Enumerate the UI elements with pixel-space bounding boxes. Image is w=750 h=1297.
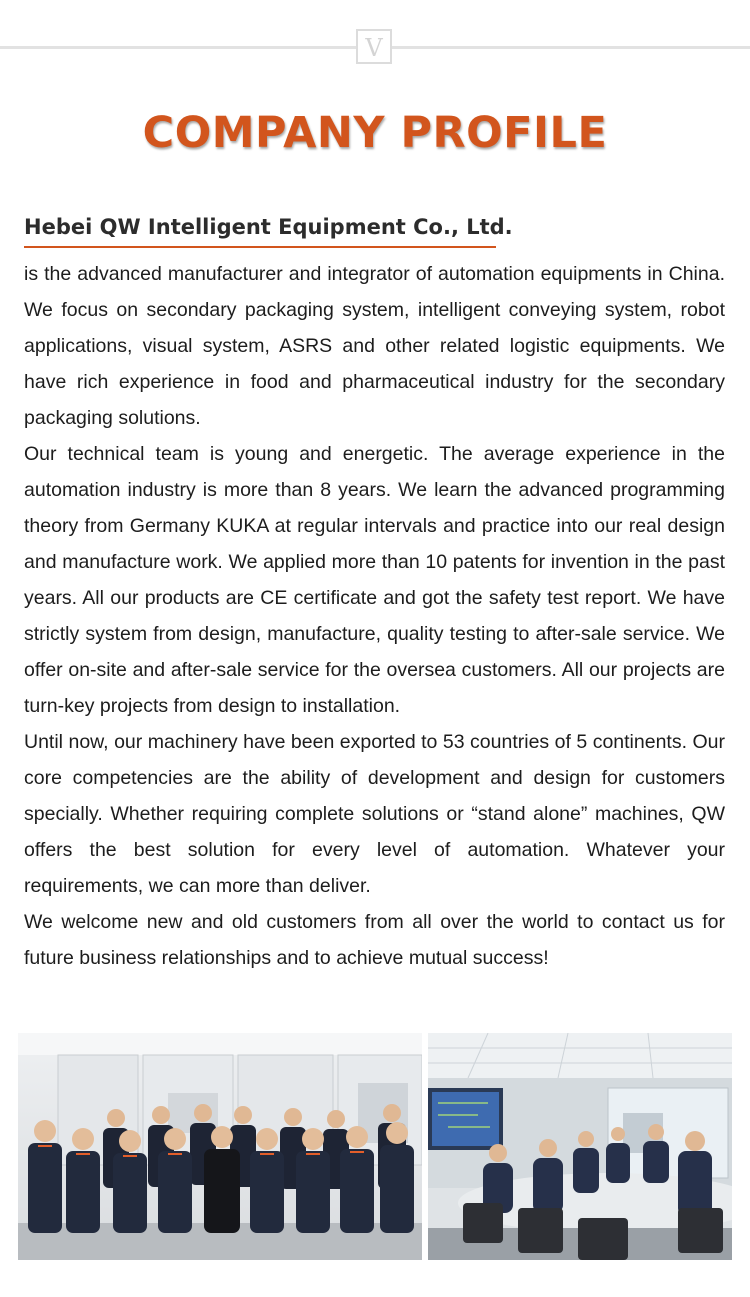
paragraph-intro: is the advanced manufacturer and integrator of automation equipments in China. We focus on secondary packaging system, intelligent conveying system, robot applications, visual system, ASRS and other related logistic equipments. We have rich experience in food and pharmaceutical industry for the secondary packaging solutions. (24, 263, 725, 429)
paragraph-export: Until now, our machinery have been exported to 53 countries of 5 continents. Our core competencies are the ability of development and design for customers specially. Whether requiring complete solutions or “stand alone” machines, QW offers the best solution for every level of automation. Whatever your requirements, we can more than deliver. (24, 731, 725, 897)
paragraph-welcome: We welcome new and old customers from all over the world to contact us for future business relationships and to achieve mutual success! (24, 911, 725, 969)
page-title: COMPANY PROFILE (142, 108, 608, 158)
v-badge-icon (358, 31, 390, 62)
svg-text:V: V (365, 34, 383, 62)
meeting-photo (428, 1033, 732, 1260)
company-name: Hebei QW Intelligent Equipment Co., Ltd. (24, 215, 513, 239)
company-name-underline (24, 246, 496, 248)
paragraph-team: Our technical team is young and energetic. The average experience in the automation industry is more than 8 years. We learn the advanced programming theory from Germany KUKA at regular intervals and practice into our real design and manufacture work. We applied more than 10 patents for invention in the past years. All our products are CE certificate and got the safety test report. We have strictly system from design, manufacture, quality testing to after-sale service. We offer on-site and after-sale service for the oversea customers. All our projects are turn-key projects from design to installation. (24, 443, 725, 717)
top-divider-badge (356, 29, 392, 64)
profile-body (24, 256, 725, 976)
team-photo (18, 1033, 422, 1260)
